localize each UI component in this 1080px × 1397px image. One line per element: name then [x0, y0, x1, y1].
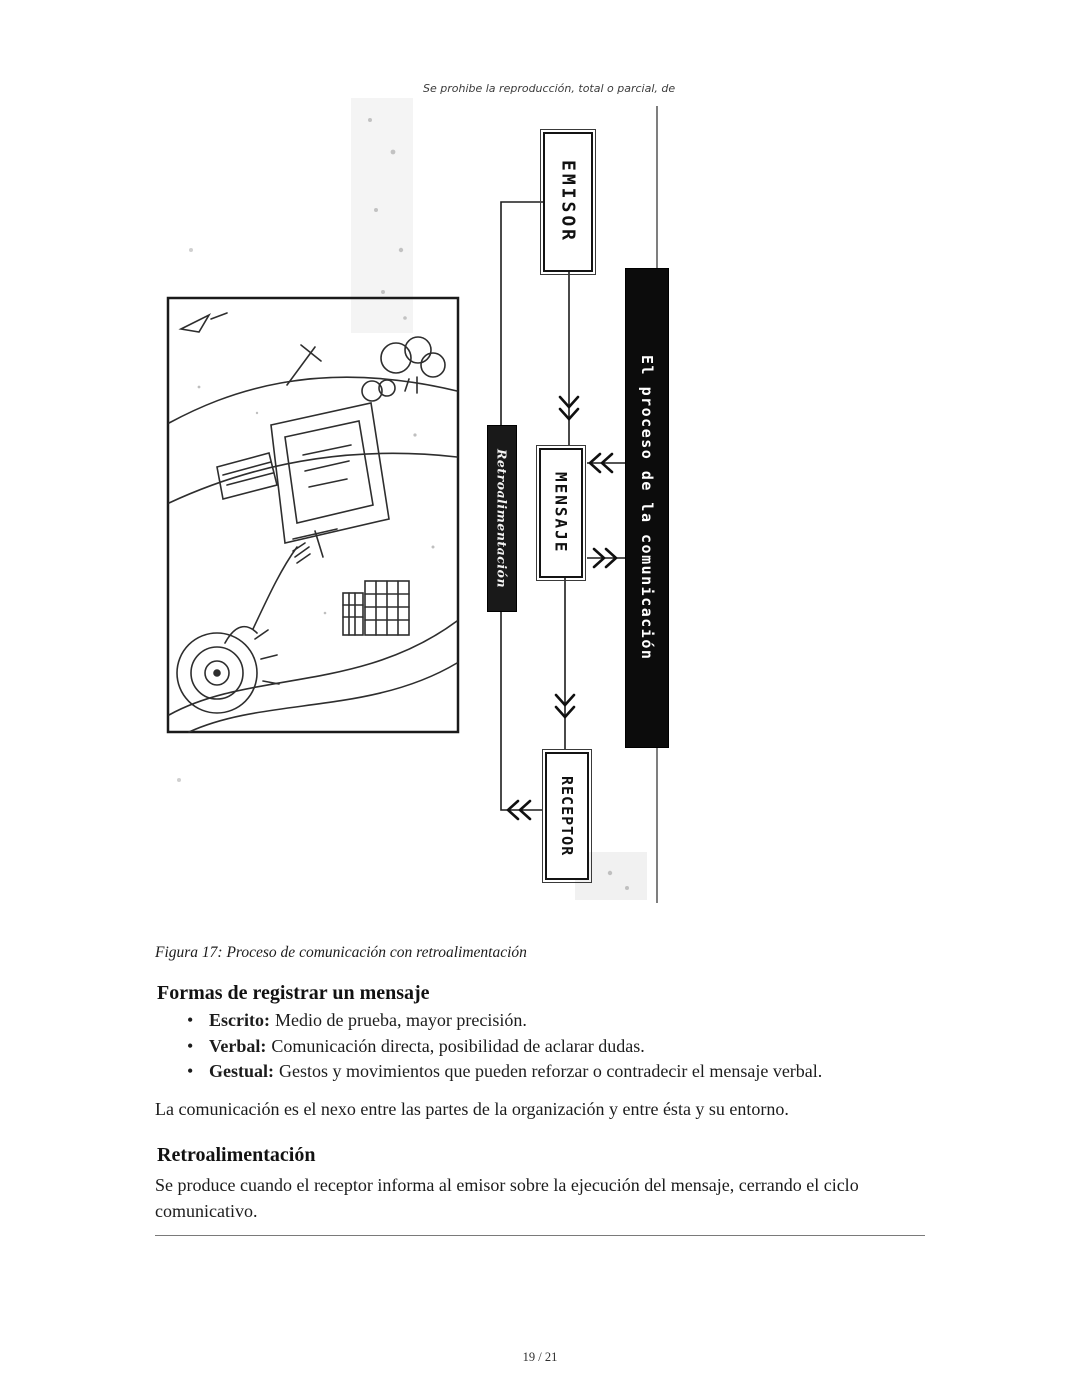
section-heading-retroalimentacion: Retroalimentación — [157, 1144, 316, 1166]
paragraph-retroalimentacion: Se produce cuando el receptor informa al emisor sobre la ejecución del mensaje, cerrando el ciclo comunicativo. — [155, 1175, 859, 1221]
illustration-drawing — [169, 313, 457, 732]
retroalimentacion-label: Retroalimentación — [494, 448, 510, 589]
scan-noise-dots — [198, 386, 435, 615]
emisor-box — [543, 132, 593, 272]
list-item — [185, 1059, 822, 1085]
section-heading-formas: Formas de registrar un mensaje — [157, 982, 430, 1004]
illustration-sketch — [165, 295, 461, 735]
section-divider — [155, 1235, 925, 1236]
figure-scan — [155, 80, 700, 905]
bullet-term: Escrito: — [209, 1010, 270, 1030]
bullet-text: Comunicación directa, posibilidad de aclarar dudas. — [271, 1035, 645, 1056]
bullet-term: Verbal: — [209, 1035, 267, 1056]
receptor-box — [545, 752, 589, 880]
figure-caption: Figura 17: Proceso de comunicación con retroalimentación — [155, 944, 527, 961]
scan-copyright-note: Se prohibe la reproducción, total o parcial, de — [423, 82, 676, 95]
mensaje-box — [539, 448, 583, 578]
emisor-label: EMISOR — [557, 160, 579, 244]
list-item — [185, 1034, 822, 1060]
retroalimentacion-box — [487, 425, 517, 612]
bullet-list — [185, 1008, 822, 1085]
bullet-text: Gestos y movimientos que pueden reforzar o contradecir el mensaje verbal. — [279, 1061, 823, 1081]
mensaje-label: MENSAJE — [551, 472, 571, 554]
receptor-label: RECEPTOR — [558, 775, 576, 857]
bullet-term: Gestual: — [209, 1061, 274, 1081]
page-number: 19 / 21 — [522, 1350, 558, 1364]
paragraph-comunicacion-nexo: La comunicación es el nexo entre las partes de la organización y entre ésta y su entorno. — [155, 1099, 789, 1119]
process-title-banner — [625, 268, 669, 748]
list-item — [185, 1008, 822, 1034]
process-title-label: El proceso de la comunicación — [638, 355, 656, 661]
bullet-text: Medio de prueba, mayor precisión. — [274, 1010, 527, 1030]
